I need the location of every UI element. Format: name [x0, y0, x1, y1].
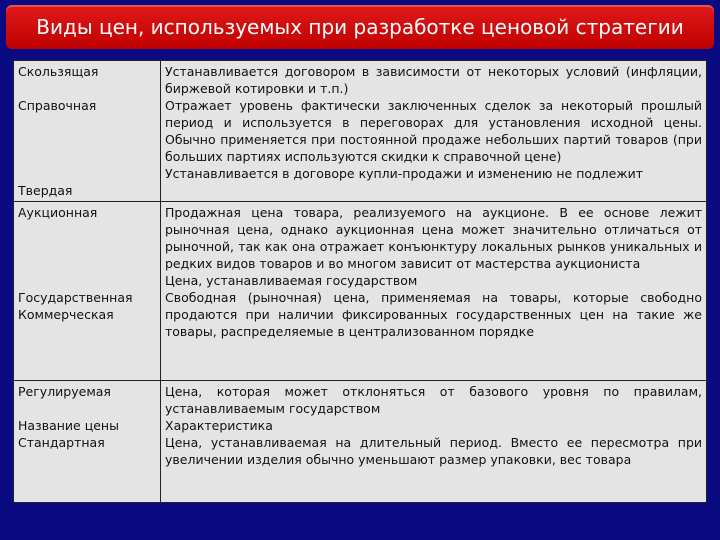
price-types-table — [13, 60, 707, 503]
price-description-cell — [161, 381, 707, 503]
price-description-cell — [161, 202, 707, 381]
price-name: Название цены — [18, 418, 119, 433]
price-name: Стандартная — [18, 435, 105, 450]
price-name-cell — [14, 61, 161, 202]
slide-title: Виды цен, используемых при разработке ценовой стратегии — [36, 15, 684, 39]
price-name: Коммерческая — [18, 307, 114, 322]
price-description: Отражает уровень фактически заключенных сделок за некоторый прошлый период и используется в переговорах для установления исходной цены. Обычно применяется при постоянной продаже небольших партий товаров (при больших партиях используются скидки к справочной цене) — [165, 98, 702, 164]
price-name: Государственная — [18, 290, 133, 305]
price-name: Твердая — [18, 183, 73, 198]
price-description: Цена, устанавливаемая государством — [165, 273, 418, 288]
price-description: Характеристика — [165, 418, 273, 433]
price-name: Аукционная — [18, 205, 98, 220]
price-description: Устанавливается в договоре купли-продажи и изменению не подлежит — [165, 166, 644, 181]
table-row — [14, 61, 707, 202]
title-bar — [6, 5, 714, 49]
table-row — [14, 202, 707, 381]
price-description: Продажная цена товара, реализуемого на аукционе. В ее основе лежит рыночная цена, однако аукционная цена может значительно отличаться от рыночной, так как она отражает конъюнктуру локальных рынков уникальных и редких видов товаров и во многом зависит от мастерства аукциониста — [165, 205, 702, 271]
price-description: Цена, которая может отклоняться от базового уровня по правилам, устанавливаемым государством — [165, 384, 702, 416]
price-description: Цена, устанавливаемая на длительный период. Вместо ее пересмотра при увеличении изделия обычно уменьшают размер упаковки, вес товара — [165, 435, 702, 467]
price-description-cell — [161, 61, 707, 202]
price-name-cell — [14, 202, 161, 381]
price-name: Справочная — [18, 98, 97, 113]
table-row — [14, 381, 707, 503]
price-name: Регулируемая — [18, 384, 111, 399]
price-description: Свободная (рыночная) цена, применяемая на товары, которые свободно продаются при наличии фиксированных государственных цен на такие же товары, распределяемые в централизованном порядке — [165, 290, 702, 339]
price-description: Устанавливается договором в зависимости от некоторых условий (инфляции, биржевой котировки и т.п.) — [165, 64, 702, 96]
price-name-cell — [14, 381, 161, 503]
price-name: Скользящая — [18, 64, 99, 79]
